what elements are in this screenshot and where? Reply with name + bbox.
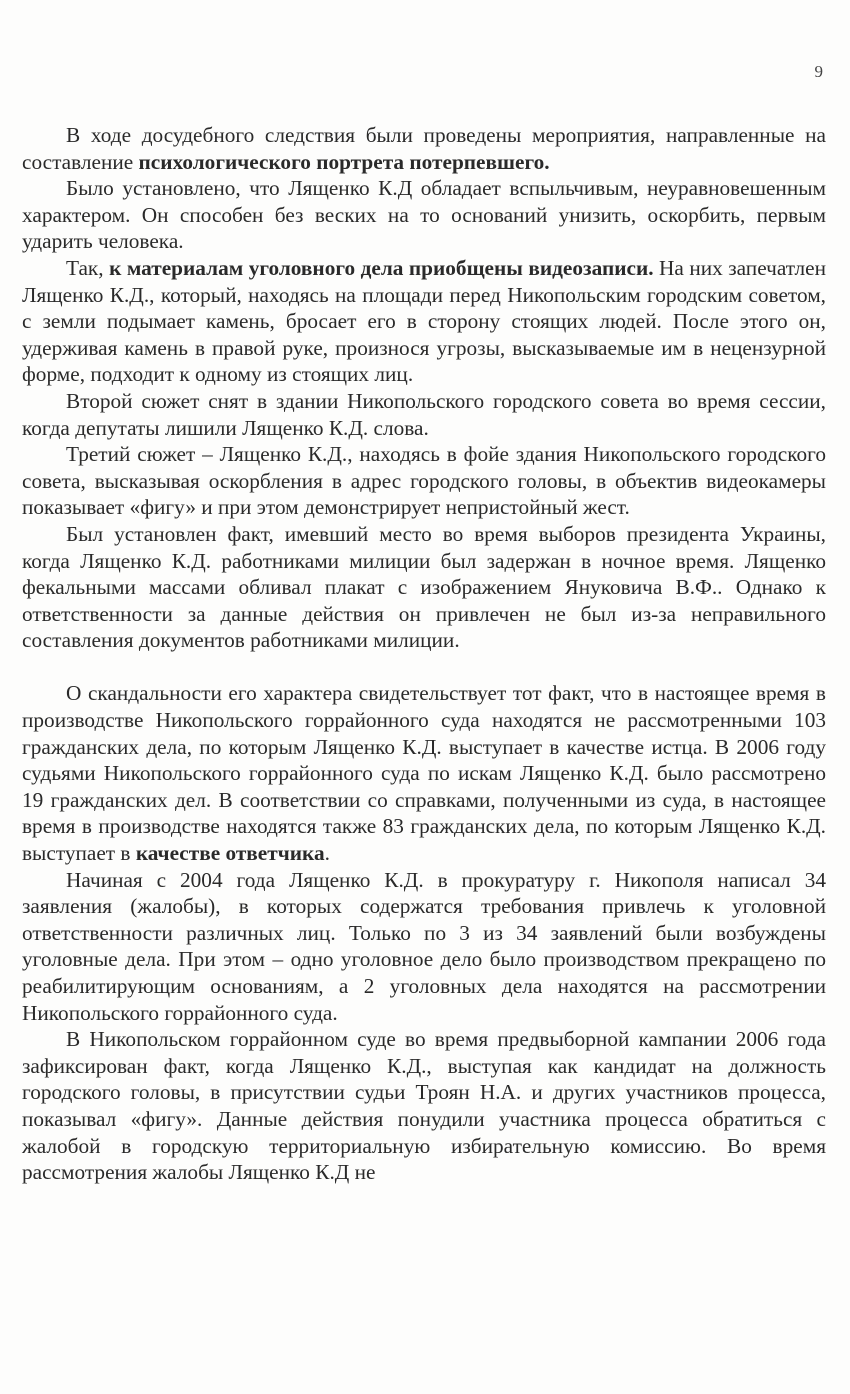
paragraph-1 — [22, 122, 826, 175]
paragraph-8 — [22, 867, 826, 1027]
text-run: . — [324, 841, 330, 866]
page-number: 9 — [814, 62, 823, 81]
paragraph-7 — [22, 680, 826, 866]
bold-run: к материалам уголовного дела приобщены видеозаписи. — [109, 255, 654, 280]
text-run: О скандальности его характера свидетельствует тот факт, что в настоящее время в производстве Никопольского горрайонного суда находятся не рассмотренными 103 гражданских дела, по которым Лященко К.Д. выступает в качестве истца. В 2006 году судьями Никопольского горрайонного суда по искам Лященко К.Д. было рассмотрено 19 гражданских дел. В соответствии со справками, полученными из суда, в настоящее время в производстве находятся также 83 гражданских дела, по которым Лященко К.Д. выступает в — [22, 681, 826, 866]
text-run: Так, — [66, 255, 110, 280]
paragraph-6 — [22, 521, 826, 654]
text-run: В Никопольском горрайонном суде во время предвыборной кампании 2006 года зафиксирован факт, когда Лященко К.Д., выступая как кандидат на должность городского головы, в присутствии судьи Троян Н.А. и других участников процесса, показывал «фигу». Данные действия понудили участника процесса обратиться с жалобой в городскую территориальную избирательную комиссию. Во время рассмотрения жалобы Лященко К.Д не — [22, 1027, 826, 1185]
paragraph-2 — [22, 175, 826, 255]
text-run: Третий сюжет – Лященко К.Д., находясь в фойе здания Никопольского городского совета, высказывая оскорбления в адрес городского головы, в объектив видеокамеры показывает «фигу» и при этом демонстрирует непристойный жест. — [22, 442, 826, 520]
document-body — [22, 122, 826, 1186]
text-run: Второй сюжет снят в здании Никопольского городского совета во время сессии, когда депутаты лишили Лященко К.Д. слова. — [22, 388, 826, 440]
text-run: Начиная с 2004 года Лященко К.Д. в прокуратуру г. Никополя написал 34 заявления (жалобы), в которых содержатся требования привлечь к уголовной ответственности различных лиц. Только по 3 из 34 заявлений были возбуждены уголовные дела. При этом – одно уголовное дело было производством прекращено по реабилитирующим основаниям, а 2 уголовных дела находятся на рассмотрении Никопольского горрайонного суда. — [22, 867, 826, 1025]
paragraph-3 — [22, 255, 826, 388]
paragraph-9 — [22, 1026, 826, 1186]
text-run: Было установлено, что Лященко К.Д обладает вспыльчивым, неуравновешенным характером. Он способен без веских на то оснований унизить, оскорбить, первым ударить человека. — [22, 176, 826, 254]
paragraph-4 — [22, 388, 826, 441]
text-run: Был установлен факт, имевший место во время выборов президента Украины, когда Лященко К.Д. работниками милиции был задержан в ночное время. Лященко фекальными массами обливал плакат с изображением Януковича В.Ф.. Однако к ответственности за данные действия он привлечен не был из-за неправильного составления документов работниками милиции. — [22, 521, 826, 653]
text-run: На них запечатлен Лященко К.Д., который, находясь на площади перед Никопольским городским советом, с земли подымает камень, бросает его в сторону стоящих людей. После этого он, удерживая камень в правой руке, произнося угрозы, высказываемые им в нецензурной форме, подходит к одному из стоящих лиц. — [22, 255, 826, 387]
bold-run: качестве ответчика — [135, 841, 325, 866]
bold-run: психологического портрета потерпевшего. — [138, 149, 550, 174]
text-run: В ходе досудебного следствия были проведены мероприятия, направленные на составление — [22, 123, 826, 174]
paragraph-5 — [22, 441, 826, 521]
